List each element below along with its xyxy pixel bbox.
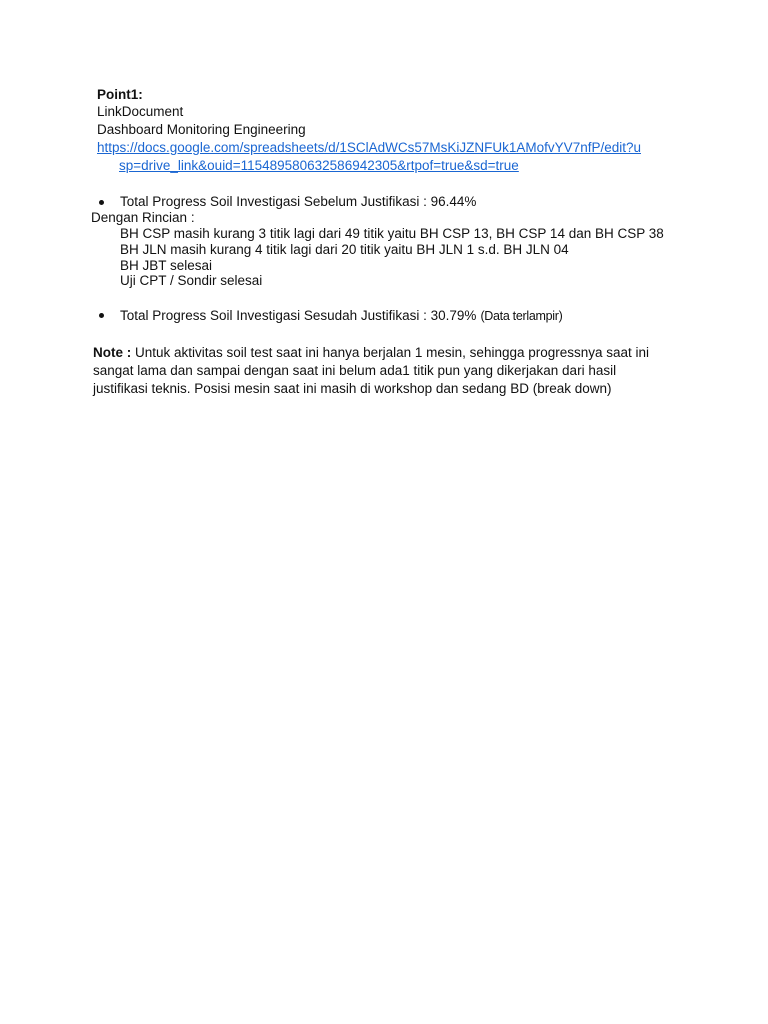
details-label: Dengan Rincian :: [91, 210, 195, 225]
bullet-icon: [99, 313, 104, 318]
spreadsheet-link-line-2[interactable]: sp=drive_link&ouid=115489580632586942305&rtpof=true&sd=true: [119, 158, 519, 173]
dashboard-title: Dashboard Monitoring Engineering: [97, 122, 306, 137]
detail-item: BH JBT selesai: [120, 258, 213, 273]
point-heading: Point1:: [97, 87, 143, 102]
progress-after-line: [120, 307, 562, 325]
spreadsheet-link-line-1[interactable]: https://docs.google.com/spreadsheets/d/1SClAdWCs57MsKiJZNFUk1AMofvYV7nfP/edit?u: [97, 140, 641, 155]
progress-before-text: Total Progress Soil Investigasi Sebelum Justifikasi : 96.44%: [120, 194, 477, 209]
note-label: Note :: [93, 345, 132, 360]
detail-item: BH CSP masih kurang 3 titik lagi dari 49 titik yaitu BH CSP 13, BH CSP 14 dan BH CSP 38: [120, 226, 664, 241]
note-paragraph: [93, 344, 673, 398]
progress-after-text: Total Progress Soil Investigasi Sesudah Justifikasi : 30.79%: [120, 308, 477, 323]
data-attached-note: (Data terlampir): [480, 309, 563, 323]
link-document-label: LinkDocument: [97, 104, 184, 119]
bullet-icon: [99, 200, 104, 205]
detail-item: BH JLN masih kurang 4 titik lagi dari 20 titik yaitu BH JLN 1 s.d. BH JLN 04: [120, 242, 569, 257]
detail-item: Uji CPT / Sondir selesai: [120, 273, 263, 288]
note-text: Untuk aktivitas soil test saat ini hanya berjalan 1 mesin, sehingga progressnya saat ini sangat lama dan sampai dengan saat ini belum ada1 titik pun yang dikerjakan dari hasil justifikasi teknis. Posisi mesin saat ini masih di workshop dan sedang BD (break down): [93, 345, 650, 396]
